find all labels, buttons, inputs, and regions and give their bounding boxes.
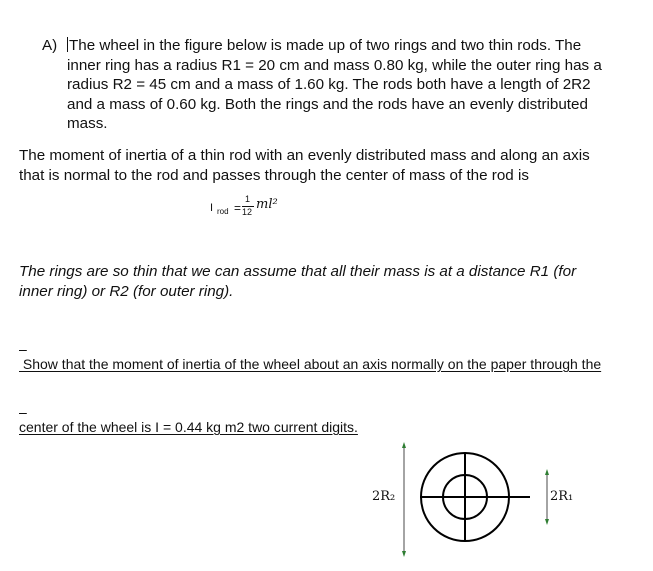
outer-diameter-label: 2R₂ <box>372 489 396 504</box>
inner-dimension-arrow <box>545 469 549 525</box>
formula-rhs: ml² <box>256 197 278 212</box>
intro-line-2: inner ring has a radius R1 = 20 cm and mass 0.80 kg, while the outer ring has a <box>67 56 602 74</box>
formula-subscript: rod <box>217 207 229 216</box>
intro-line-1: The wheel in the figure below is made up of two rings and two thin rods. The <box>69 37 582 54</box>
task-line-2: center of the wheel is I = 0.44 kg m2 two current digits. <box>19 419 358 435</box>
moment-line-2: that is normal to the rod and passes through the center of mass of the rod is <box>19 166 529 184</box>
outer-dimension-arrow <box>402 442 406 557</box>
formula-denominator: 12 <box>242 207 253 217</box>
intro-line-3: radius R2 = 45 cm and a mass of 1.60 kg. The rods both have a length of 2R2 <box>67 76 591 94</box>
formula-numerator: 1 <box>245 194 251 204</box>
moment-line-1: The moment of inertia of a thin rod with an evenly distributed mass and along an axis <box>19 147 590 164</box>
inner-diameter-label: 2R₁ <box>550 489 574 504</box>
formula-lhs: I <box>210 202 214 214</box>
intro-line-4: and a mass of 0.60 kg. Both the rings and the rods have an evenly distributed <box>67 95 588 113</box>
rings-line-1: The rings are so thin that we can assume that all their mass is at a distance R1 (for <box>19 263 577 280</box>
task-line-1: Show that the moment of inertia of the wheel about an axis normally on the paper through the <box>19 356 602 372</box>
formula-equals: = <box>234 201 242 215</box>
problem-label: A) <box>42 37 58 54</box>
rings-line-2: inner ring) or R2 (for outer ring). <box>19 282 234 300</box>
intro-line-5: mass. <box>67 115 108 133</box>
